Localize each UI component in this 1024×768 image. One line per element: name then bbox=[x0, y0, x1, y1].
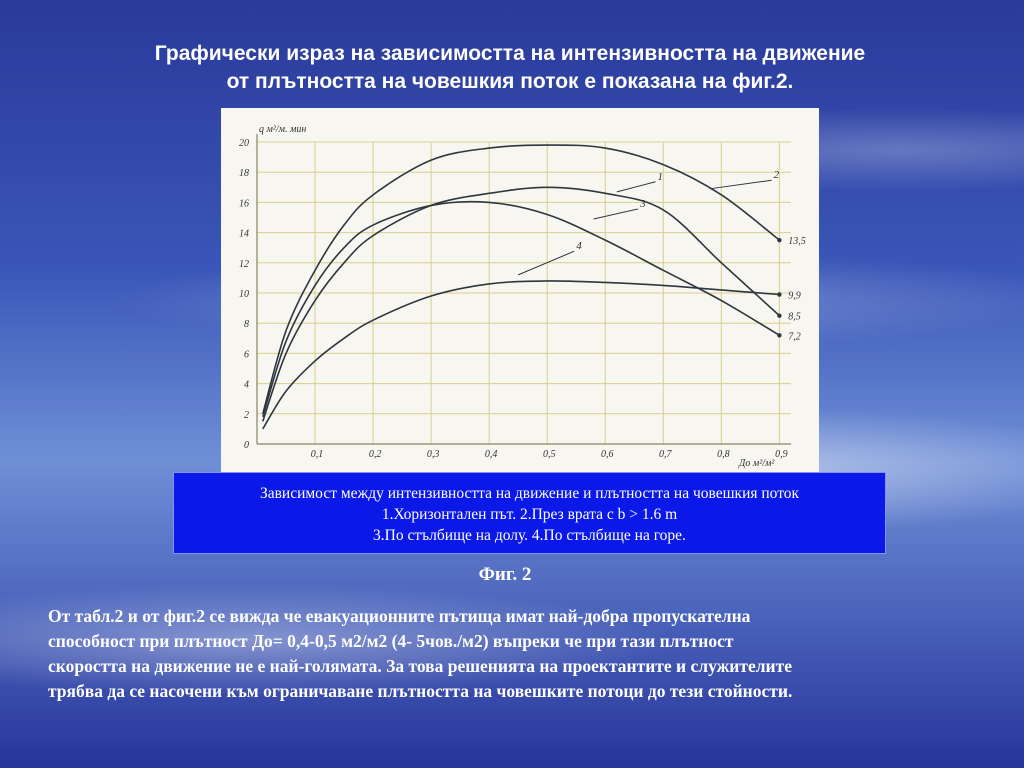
caption-line-1: Зависимост между интензивността на движение и плътността на човешкия поток bbox=[259, 485, 800, 502]
series-leader-3 bbox=[594, 209, 638, 219]
series-leader-2 bbox=[710, 180, 772, 189]
series-line-2 bbox=[263, 145, 780, 414]
y-tick-label: 0 bbox=[244, 440, 249, 451]
x-tick-label: 0,7 bbox=[659, 449, 672, 460]
para-line-2: способност при плътност До= 0,4-0,5 м2/м2 (4- 5чов./м2) въпреки че при тази плътност bbox=[48, 631, 734, 651]
series-end-point-3 bbox=[777, 333, 781, 337]
title-line-1: Графически израз на зависимостта на интензивността на движение bbox=[154, 42, 866, 65]
y-tick-label: 4 bbox=[244, 379, 249, 391]
y-axis-label: q м²/м. мин bbox=[259, 124, 307, 135]
end-value-label: 13,5 bbox=[788, 236, 806, 248]
y-tick-label: 2 bbox=[244, 409, 249, 421]
body-paragraph bbox=[48, 604, 1024, 704]
chart-svg bbox=[221, 108, 819, 472]
series-leader-1 bbox=[617, 182, 656, 192]
y-tick-label: 10 bbox=[239, 289, 249, 300]
x-tick-label: 0,3 bbox=[426, 449, 440, 460]
series-end-point-2 bbox=[777, 238, 781, 242]
y-tick-label: 8 bbox=[244, 319, 249, 331]
series-name-label-4: 4 bbox=[576, 240, 582, 253]
x-tick-label: 0,1 bbox=[310, 449, 324, 460]
x-tick-label: 0,8 bbox=[717, 449, 730, 460]
y-tick-label: 20 bbox=[239, 138, 249, 149]
x-tick-label: 0,6 bbox=[601, 449, 614, 460]
para-line-1: От табл.2 и от фиг.2 се вижда че евакуационните пътища имат най-добра пропускателна bbox=[48, 606, 751, 626]
series-line-3 bbox=[263, 202, 780, 417]
series-end-point-4 bbox=[777, 292, 781, 296]
caption-box bbox=[173, 472, 886, 554]
series-line-1 bbox=[263, 187, 780, 421]
x-tick-label: 0,2 bbox=[368, 449, 382, 460]
end-value-label: 8,5 bbox=[788, 311, 801, 323]
x-axis-label: До м²/м² bbox=[739, 458, 775, 469]
para-line-3: скоростта на движение не е най-голямата. За това решенията на проектантите и служителите bbox=[48, 656, 792, 676]
series-line-4 bbox=[263, 281, 780, 429]
series-end-point-1 bbox=[777, 313, 781, 317]
title-line-2: от плътността на човешкия поток е показана на фиг.2. bbox=[226, 70, 794, 93]
y-tick-label: 18 bbox=[239, 168, 249, 180]
y-tick-label: 16 bbox=[239, 198, 249, 210]
y-tick-label: 14 bbox=[239, 228, 249, 240]
end-value-label: 9,9 bbox=[788, 290, 801, 302]
slide-title bbox=[60, 40, 960, 96]
x-tick-label: 0,9 bbox=[775, 449, 788, 460]
series-name-label-2: 2 bbox=[773, 169, 780, 182]
x-tick-label: 0,4 bbox=[484, 449, 498, 460]
chart-figure bbox=[221, 108, 819, 472]
x-tick-label: 0,5 bbox=[542, 449, 556, 460]
series-name-label-1: 1 bbox=[657, 170, 663, 183]
series-name-label-3: 3 bbox=[640, 197, 646, 210]
y-tick-label: 6 bbox=[244, 349, 249, 361]
y-tick-label: 12 bbox=[239, 258, 249, 270]
para-line-4: трябва да се насочени към ограничаване плътността на човешките потоци до тези стойности. bbox=[48, 681, 793, 701]
caption-line-3: 3.По стълбище на долу. 4.По стълбище на горе. bbox=[373, 527, 686, 544]
end-value-label: 7,2 bbox=[788, 331, 801, 343]
figure-label: Фиг. 2 bbox=[478, 564, 532, 585]
caption-line-2: 1.Хоризонтален път. 2.През врата с b > 1.6 m bbox=[381, 506, 678, 523]
